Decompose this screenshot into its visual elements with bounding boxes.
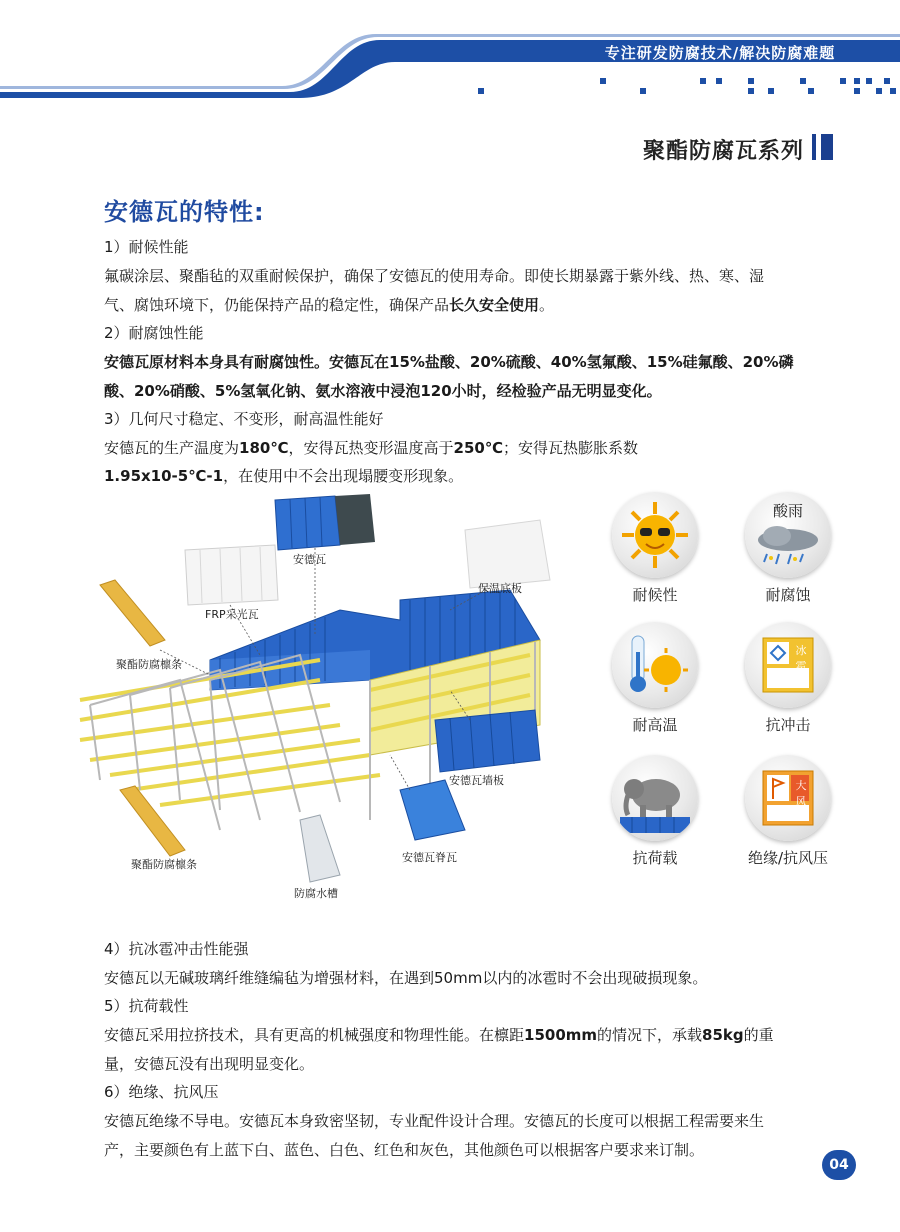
feature-6-text-b: 产，主要颜色有上蓝下白、蓝色、白色、红色和灰色，其他颜色可以根据客户要求来订制。 (104, 1141, 705, 1159)
acid-rain-cloud-icon (745, 492, 831, 578)
series-title-bars (812, 134, 842, 160)
label-ridge: 安德瓦脊瓦 (402, 851, 457, 864)
icon-heat (600, 622, 710, 742)
feature-3-text-a: 安德瓦的生产温度为180℃，安得瓦热变形温度高于250℃；安得瓦热膨胀系数 (104, 439, 639, 457)
icon-load-label: 抗荷载 (632, 849, 678, 867)
label-insulation: 保温底板 (478, 582, 522, 595)
acid-rain-badge: 酸雨 (772, 502, 803, 520)
icon-weather (600, 492, 710, 612)
page-number: 04 (822, 1150, 856, 1180)
feature-3-text-b: 1.95x10-5℃-1，在使用中不会出现塌腰变形现象。 (104, 467, 464, 485)
elephant-on-roof-icon (612, 755, 698, 841)
feature-4-text: 安德瓦以无碱玻璃纤维缝编毡为增强材料，在遇到50mm以内的冰雹时不会出现破损现象。 (104, 969, 708, 987)
feature-2-text-a: 安德瓦原材料本身具有耐腐蚀性。安德瓦在15%盐酸、20%硫酸、40%氢氟酸、15%硅氟酸、20%磷 (104, 353, 794, 371)
icon-impact (733, 622, 843, 742)
label-gutter: 防腐水槽 (294, 887, 338, 900)
hail-warning-icon (745, 622, 831, 708)
feature-2-heading: 2）耐腐蚀性能 (104, 324, 204, 342)
impact-badge: 冰雹 (795, 644, 807, 673)
label-frp: FRP采光瓦 (205, 608, 259, 621)
feature-5-text-a: 安德瓦采用拉挤技术，具有更高的机械强度和物理性能。在檩距1500mm的情况下，承载85kg的重 (104, 1026, 774, 1044)
header-tagline: 专注研发防腐技术/解决防腐难题 (604, 44, 836, 62)
label-purlin-top: 聚酯防腐檩条 (116, 658, 182, 671)
feature-1-text-a: 氟碳涂层、聚酯毡的双重耐候保护，确保了安德瓦的使用寿命。即使长期暴露于紫外线、热、寒、湿 (104, 267, 765, 285)
icon-weather-label: 耐候性 (632, 586, 678, 604)
section-title: 安德瓦的特性: (104, 198, 265, 226)
wind-badge: 大风 (795, 779, 807, 808)
feature-5-heading: 5）抗荷载性 (104, 997, 189, 1015)
thermometer-sun-icon (612, 622, 698, 708)
feature-1-text-b: 气、腐蚀环境下，仍能保持产品的稳定性，确保产品长久安全使用。 (104, 296, 555, 314)
gale-warning-icon (745, 755, 831, 841)
feature-1-heading: 1）耐候性能 (104, 238, 189, 256)
feature-2-text-b: 酸、20%硝酸、5%氢氧化钠、氨水溶液中浸泡120小时，经检验产品无明显变化。 (104, 382, 662, 400)
feature-4-heading: 4）抗冰雹冲击性能强 (104, 940, 249, 958)
feature-5-text-b: 量，安德瓦没有出现明显变化。 (104, 1055, 315, 1073)
label-wall-panel: 安德瓦墙板 (449, 774, 504, 787)
icon-acid-rain-label: 耐腐蚀 (765, 586, 811, 604)
icon-heat-label: 耐高温 (632, 716, 678, 734)
icon-wind-label: 绝缘/抗风压 (747, 849, 829, 867)
icon-load (600, 755, 710, 875)
feature-6-heading: 6）绝缘、抗风压 (104, 1083, 219, 1101)
series-title: 聚酯防腐瓦系列 (642, 139, 804, 164)
label-andewa: 安德瓦 (293, 553, 326, 566)
icon-acid-rain (733, 492, 843, 612)
feature-3-heading: 3）几何尺寸稳定、不变形，耐高温性能好 (104, 410, 384, 428)
label-purlin-bottom: 聚酯防腐檩条 (131, 858, 197, 871)
feature-6-text-a: 安德瓦绝缘不导电。安德瓦本身致密坚韧，专业配件设计合理。安德瓦的长度可以根据工程需要来生 (104, 1112, 765, 1130)
sun-sunglasses-icon (612, 492, 698, 578)
icon-impact-label: 抗冲击 (765, 716, 811, 734)
icon-wind (733, 755, 843, 875)
